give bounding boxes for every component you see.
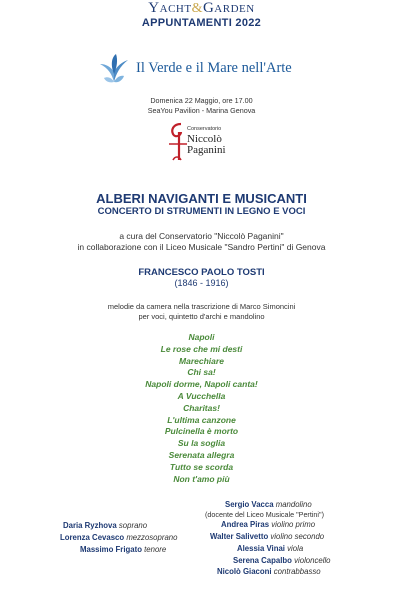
performer-name: Serena Capalbo [233,556,292,565]
verde-mare-title: Il Verde e il Mare nell'Arte [136,60,292,76]
song-item: Su la soglia [177,438,226,449]
description-line-2: per voci, quintetto d'archi e mandolino [138,312,265,321]
song-list [0,332,403,485]
performer-role: tenore [144,545,167,554]
performer-role: violino secondo [270,532,325,541]
performer-singer [63,521,147,530]
performer-role: viola [287,544,304,553]
conservatorio-logo [165,120,245,162]
performer-string [210,532,324,541]
song-item: Tutto se scorda [169,461,234,472]
song-item: Napoli [188,332,215,342]
brand-garden: Garden [202,0,255,16]
performer-mandolin [225,500,312,509]
song-item: Pulcinella è morto [164,426,239,437]
performer-string [233,556,331,565]
composer-years: (1846 - 1916) [174,278,229,288]
song-item: Charitas! [183,402,220,413]
performer-name: Massimo Frigato [80,545,142,554]
performer-role: violoncello [294,556,331,565]
song-item: Non t'amo più [173,473,230,484]
performer-string [217,567,321,576]
performer-role: violino primo [271,520,316,529]
song-item: Chi sa! [187,367,216,378]
song-item: Serenata allegra [168,449,235,460]
verde-mare-logo [94,52,324,84]
event-date-time: Domenica 22 Maggio, ore 17.00 [150,96,253,105]
concert-subtitle: CONCERTO DI STRUMENTI IN LEGNO E VOCI [97,206,306,217]
performer-mandolin-note: (docente del Liceo Musicale "Pertini") [205,510,324,519]
performer-singer [80,545,166,554]
performer-string [237,544,303,553]
performer-role: contrabbasso [273,567,321,576]
song-item: Le rose che mi desti [160,343,243,354]
brand-yacht: Yacht [148,0,192,16]
performer-role: mandolino [275,500,312,509]
brand-ampersand: & [191,1,203,16]
song-item: L'ultima canzone [167,414,236,425]
flower-icon [94,52,134,86]
performer-name: Alessia Vinai [237,544,285,553]
credit-line-2: in collaborazione con il Liceo Musicale "Sandro Pertini" di Genova [77,242,326,252]
conservatorio-name-1: Niccolò [187,133,222,145]
performer-name: Lorenza Cevasco [60,533,125,542]
conservatorio-name-2: Paganini [187,144,226,156]
performer-name: Daria Ryzhova [63,521,117,530]
composer-name: FRANCESCO PAOLO TOSTI [138,267,265,278]
performer-name: Sergio Vacca [225,500,274,509]
song-item: Marechiare [179,355,224,366]
appuntamenti-subtitle: APPUNTAMENTI 2022 [141,17,262,29]
event-venue: SeaYou Pavilion - Marina Genova [147,106,256,115]
performer-name: Walter Salivetto [210,532,269,541]
song-item: A Vucchella [177,390,226,401]
performer-singer [60,533,177,542]
brand-title [0,0,403,17]
description-line-1: melodie da camera nella trascrizione di Marco Simoncini [107,302,296,311]
song-item: Napoli dorme, Napoli canta! [145,379,258,390]
performer-role: mezzosoprano [126,533,178,542]
performer-name: Nicolò Giaconi [217,567,272,576]
performer-name: Andrea Piras [221,520,270,529]
performer-string [221,520,315,529]
performer-role: soprano [118,521,148,530]
concert-title: ALBERI NAVIGANTI E MUSICANTI [96,191,307,206]
credit-line-1: a cura del Conservatorio "Niccolò Paganini" [119,231,284,241]
conservatorio-label: Conservatorio [187,126,222,132]
